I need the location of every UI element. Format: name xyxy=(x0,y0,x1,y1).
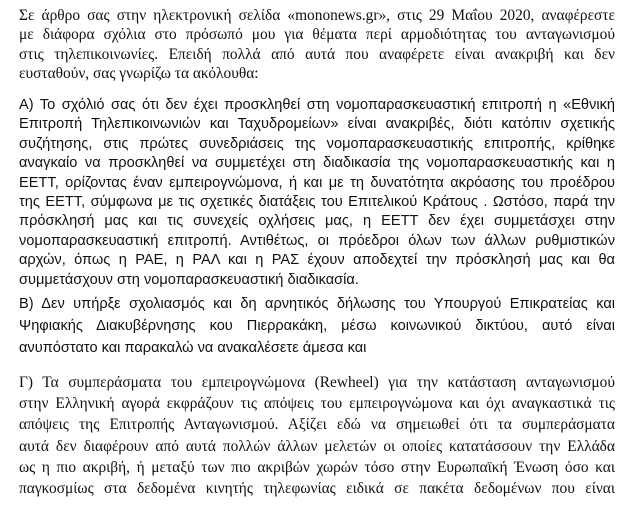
text-line: στις τηλεπικοινωνίες. Επειδή πολλά από αυτά που αναφέρετε είναι ανακριβή και δεν xyxy=(19,45,615,63)
text-line: ως η πιο ακριβή, ή μεταξύ των πιο ακριβών χωρών τόσο στην Ευρωπαϊκή Ένωση όσο και xyxy=(19,458,615,476)
text-line: Σε άρθρο σας στην ηλεκτρονική σελίδα «mononews.gr», στις 29 Μαΐου 2020, αναφέρεστε xyxy=(19,7,615,24)
section-a-paragraph xyxy=(19,96,615,290)
text-line: νομοπαρασκευαστική επιτροπή. Αντιθέτως, οι πρόεδροι όλων των άλλων ρυθμιστικών xyxy=(19,232,615,249)
text-line: αρχών, όπως η ΡΑΕ, η ΡΑΛ και η ΡΑΣ έχουν αποδεχτεί την πρόσκλησή μας και θα xyxy=(19,252,615,269)
text-line: Γ) Τα συμπεράσματα του εμπειρογνώμονα (Rewheel) για την κατάσταση ανταγωνισμού xyxy=(19,374,615,391)
text-line: Α) Το σχόλιό σας ότι δεν έχει προσκληθεί στη νομοπαρασκευαστική επιτροπή η «Εθνική xyxy=(19,97,615,113)
section-c-paragraph xyxy=(19,372,615,499)
text-line: πρόσκλησή μας και τις συνεχείς οχλήσεις μας, η ΕΕΤΤ δεν έχει συμμετάσχει στην xyxy=(19,213,615,230)
text-line: Επιτροπή Τηλεπικοινωνιών και Ταχυδρομείων» είναι ανακριβές, διότι κατόπιν σχετικής xyxy=(19,116,615,133)
text-line: παγκοσμίως στα δεδομένα κινητής τηλεφωνίας ειδικά σε πακέτα δεδομένων που είναι xyxy=(19,479,615,497)
text-line: της ΕΕΤΤ, σύμφωνα με τις σχετικές διατάξεις του Επιτελικού Κράτους . Ωστόσο, παρά την xyxy=(19,193,615,210)
text-line: απόψεις της Επιτροπής Ανταγωνισμού. Αξίζει εδώ να σημειωθεί ότι τα συμπεράσματα xyxy=(19,416,615,434)
text-line: ΕΕΤΤ, ορίζοντας έναν εμπειρογνώμονα, ή και με τη δυνατότητα ακρόασης του προέδρου xyxy=(19,174,615,191)
text-line: ανυπόστατο και παρακαλώ να ανακαλέσετε άμεσα και xyxy=(19,340,367,356)
text-line: συζήτησης, στις πρώτες συνεδριάσεις της νομοπαρασκευαστικής επιτροπής, κρίθηκε xyxy=(19,135,615,152)
section-b-paragraph xyxy=(19,293,615,359)
text-line: στην Ελληνική αγορά εκφράζουν τις απόψεις του εμπειρογνώμονα και όχι αναγκαστικά τις xyxy=(19,395,615,413)
text-line: με διάφορα σχόλια στο πρόσωπό μου για θέματα περί αρμοδιότητας του ανταγωνισμού xyxy=(19,26,615,44)
text-line: ευσταθούν, σας γνωρίζω τα ακόλουθα: xyxy=(19,64,259,82)
text-line: αναγκαίο να προσκληθεί να συμμετέχει στη διαδικασία της νομοπαρασκευαστικής και η xyxy=(19,155,615,172)
text-line: Β) Δεν υπήρξε σχολιασμός και δη αρνητικός δήλωσης του Υπουργού Επικρατείας και xyxy=(19,296,615,312)
text-line: Ψηφιακής Διακυβέρνησης κου Πιερρακάκη, μέσω κοινωνικού δικτύου, αυτό είναι xyxy=(19,318,615,334)
text-line: αυτά δεν διαφέρουν από αυτά πολλών άλλων μελετών οι οποίες κατατάσσουν την Ελλάδα xyxy=(19,437,615,455)
intro-paragraph xyxy=(19,6,615,83)
text-line: συμμετάσχουν στη νομοπαρασκευαστική διαδικασία. xyxy=(19,271,359,288)
